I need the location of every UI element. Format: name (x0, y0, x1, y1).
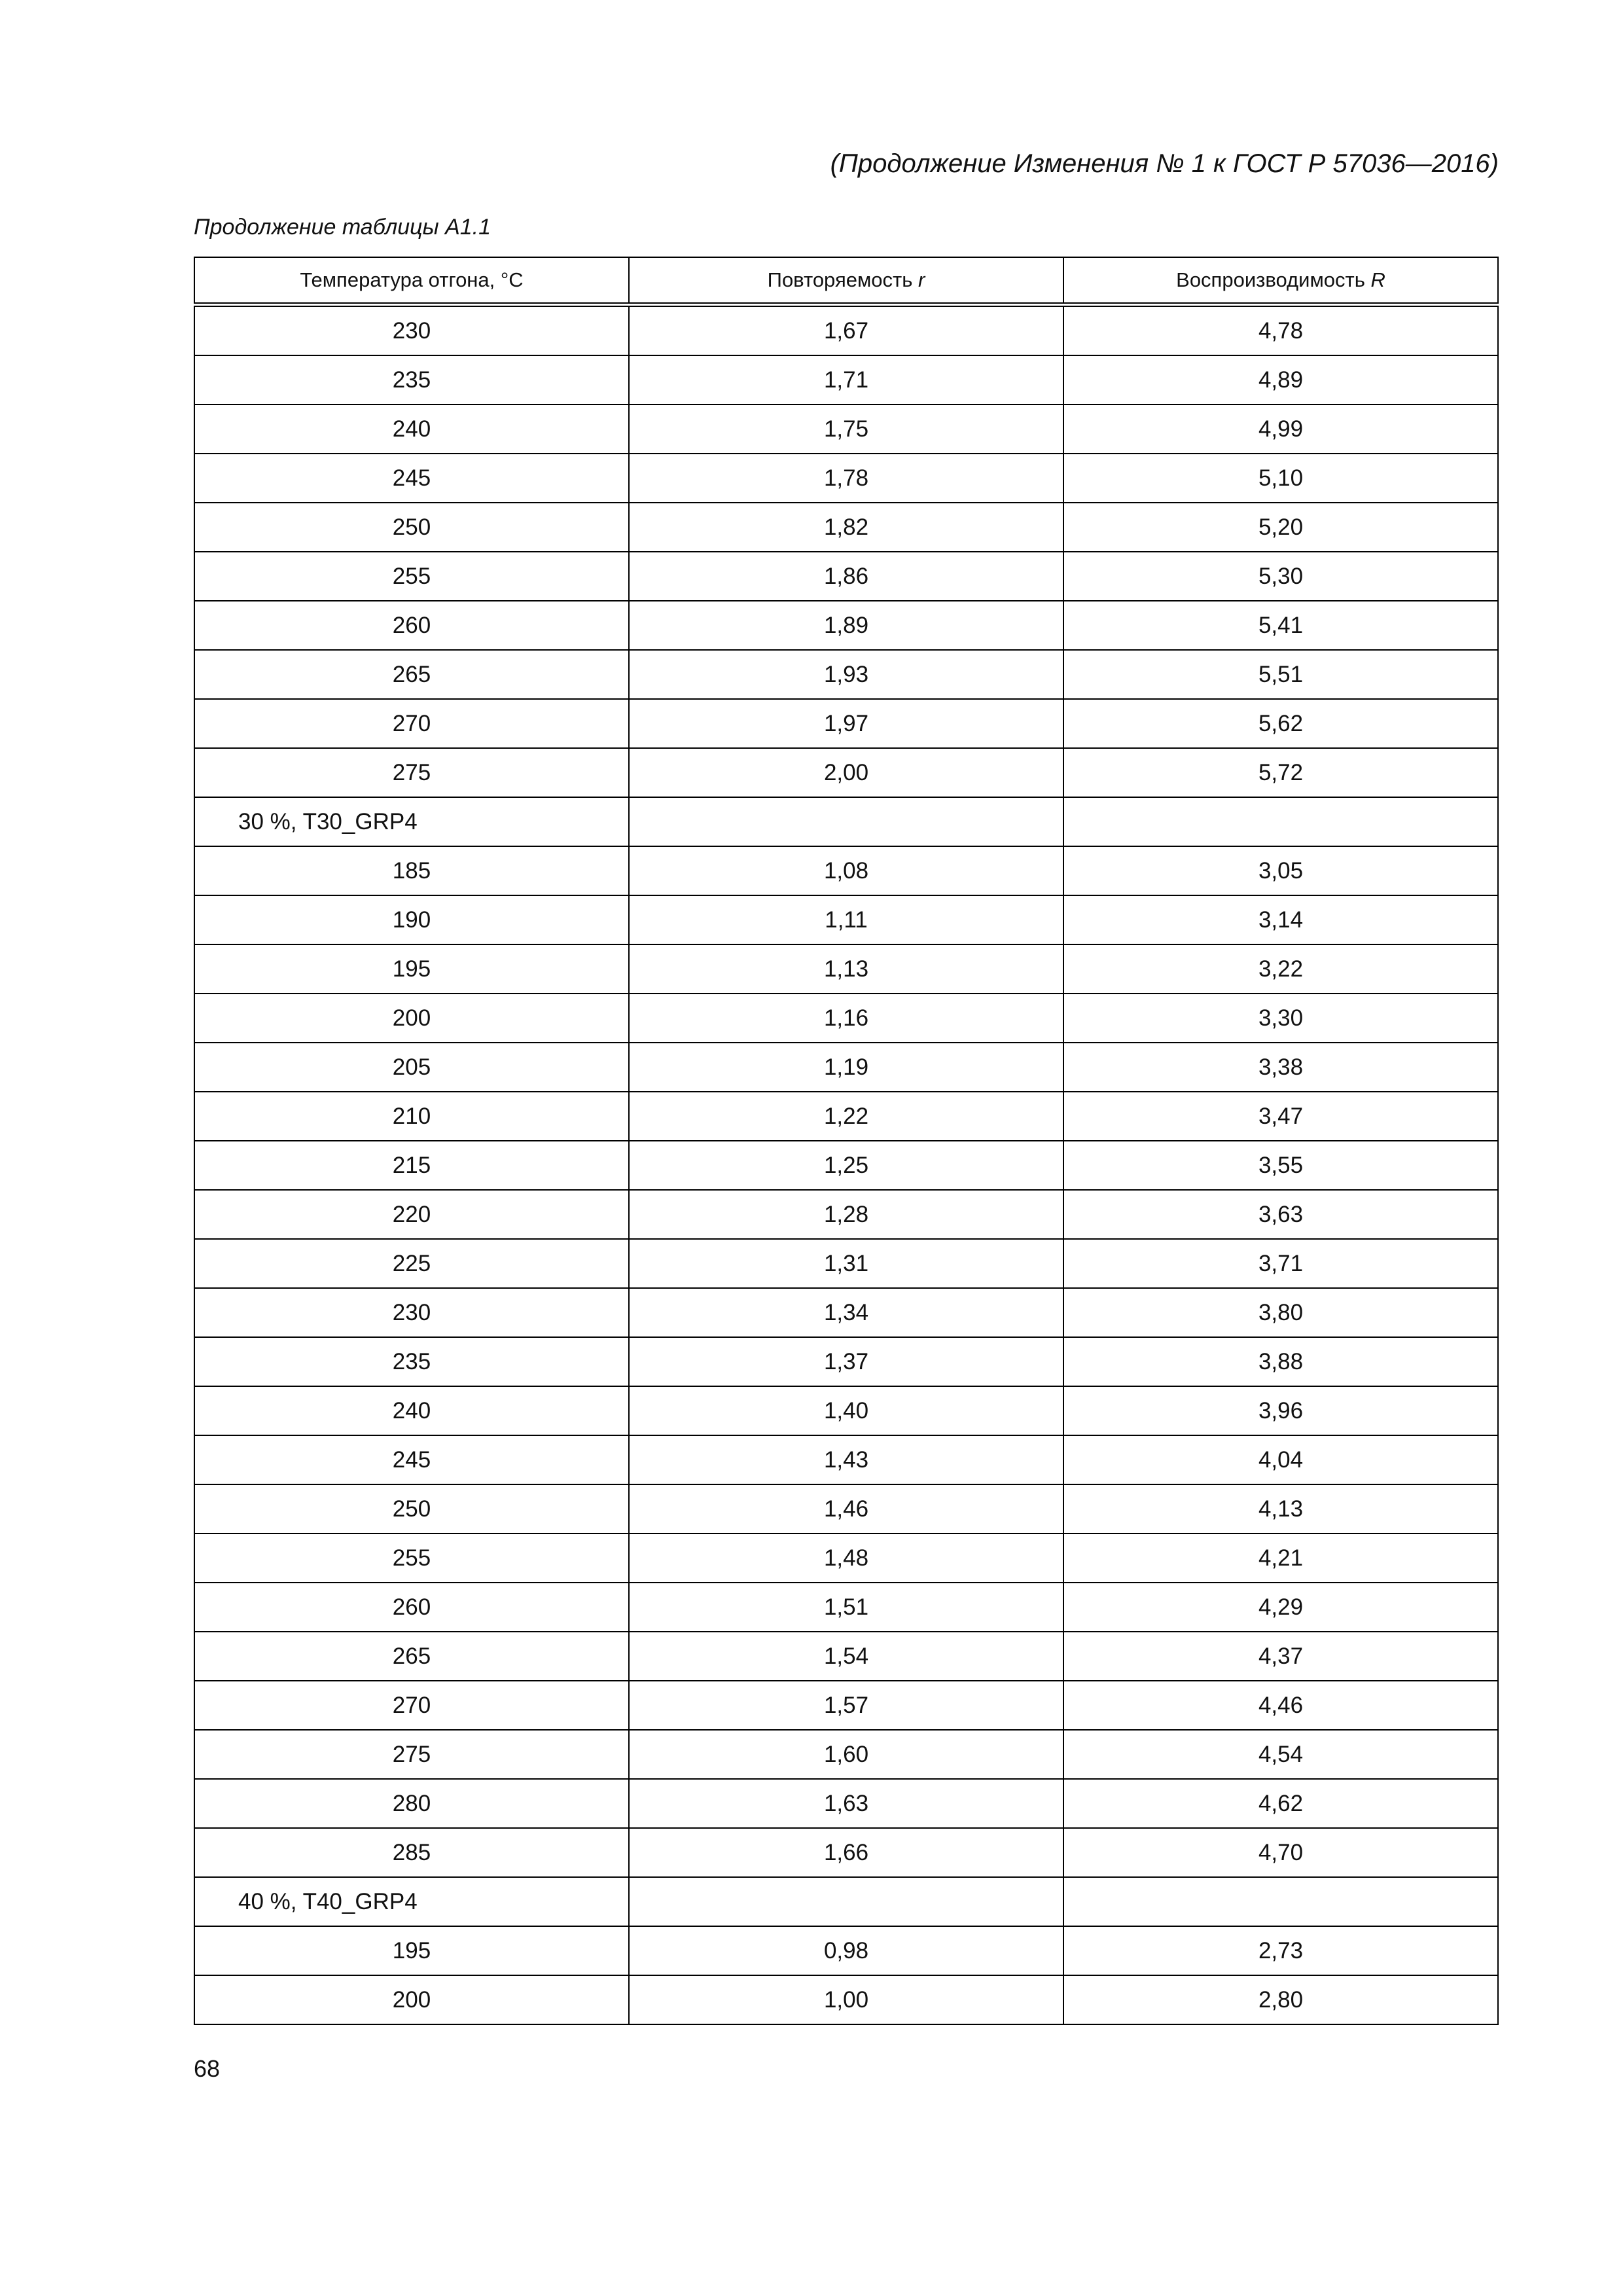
repeatability-cell: 1,34 (629, 1288, 1063, 1337)
table-row (194, 1779, 1498, 1828)
reproducibility-cell: 3,63 (1063, 1190, 1498, 1239)
reproducibility-cell: 4,89 (1063, 355, 1498, 404)
table-row (194, 1730, 1498, 1779)
table-row (194, 748, 1498, 797)
temperature-cell: 245 (194, 1435, 629, 1484)
column-header-temperature: Температура отгона, °С (194, 257, 629, 305)
temperature-cell: 215 (194, 1141, 629, 1190)
temperature-cell: 245 (194, 454, 629, 503)
reproducibility-cell: 3,96 (1063, 1386, 1498, 1435)
table-caption: Продолжение таблицы А1.1 (194, 215, 491, 240)
precision-table (194, 257, 1499, 2025)
temperature-cell: 185 (194, 846, 629, 895)
table-row (194, 601, 1498, 650)
table-row (194, 1975, 1498, 2024)
reproducibility-cell: 3,30 (1063, 994, 1498, 1043)
repeatability-cell: 1,97 (629, 699, 1063, 748)
group-row (194, 797, 1498, 846)
repeatability-cell: 1,66 (629, 1828, 1063, 1877)
repeatability-cell: 1,22 (629, 1092, 1063, 1141)
reproducibility-symbol: R (1370, 268, 1385, 291)
temperature-cell: 230 (194, 305, 629, 356)
reproducibility-cell: 3,88 (1063, 1337, 1498, 1386)
reproducibility-cell (1063, 797, 1498, 846)
table-row (194, 1386, 1498, 1435)
running-header: (Продолжение Изменения № 1 к ГОСТ Р 57036—2016) (830, 149, 1499, 178)
reproducibility-cell: 4,99 (1063, 404, 1498, 454)
table-row (194, 846, 1498, 895)
reproducibility-cell: 4,37 (1063, 1632, 1498, 1681)
reproducibility-cell: 5,62 (1063, 699, 1498, 748)
repeatability-cell: 1,67 (629, 305, 1063, 356)
repeatability-cell: 0,98 (629, 1926, 1063, 1975)
reproducibility-cell (1063, 1877, 1498, 1926)
temperature-cell: 200 (194, 1975, 629, 2024)
repeatability-cell (629, 797, 1063, 846)
repeatability-cell: 1,82 (629, 503, 1063, 552)
table-row (194, 552, 1498, 601)
reproducibility-cell: 3,55 (1063, 1141, 1498, 1190)
table-row (194, 699, 1498, 748)
repeatability-cell: 1,93 (629, 650, 1063, 699)
reproducibility-cell: 5,72 (1063, 748, 1498, 797)
temperature-cell: 230 (194, 1288, 629, 1337)
table-row (194, 1337, 1498, 1386)
temperature-cell: 275 (194, 748, 629, 797)
temperature-cell: 240 (194, 1386, 629, 1435)
temperature-cell: 260 (194, 1583, 629, 1632)
page-number: 68 (194, 2055, 221, 2082)
table-row (194, 994, 1498, 1043)
column-header-reproducibility: Воспроизводимость R (1063, 257, 1498, 305)
reproducibility-cell: 4,54 (1063, 1730, 1498, 1779)
repeatability-cell: 1,57 (629, 1681, 1063, 1730)
repeatability-cell: 1,08 (629, 846, 1063, 895)
reproducibility-cell: 3,05 (1063, 846, 1498, 895)
repeatability-cell: 1,31 (629, 1239, 1063, 1288)
repeatability-cell (629, 1877, 1063, 1926)
temperature-cell: 235 (194, 355, 629, 404)
reproducibility-cell: 4,46 (1063, 1681, 1498, 1730)
temperature-cell: 205 (194, 1043, 629, 1092)
temperature-cell: 285 (194, 1828, 629, 1877)
repeatability-symbol: r (918, 268, 925, 291)
repeatability-cell: 1,86 (629, 552, 1063, 601)
reproducibility-cell: 3,38 (1063, 1043, 1498, 1092)
repeatability-cell: 1,63 (629, 1779, 1063, 1828)
table-row (194, 1288, 1498, 1337)
table-row (194, 1583, 1498, 1632)
temperature-cell: 250 (194, 1484, 629, 1534)
table-row (194, 1926, 1498, 1975)
temperature-cell: 240 (194, 404, 629, 454)
repeatability-cell: 1,40 (629, 1386, 1063, 1435)
reproducibility-cell: 2,80 (1063, 1975, 1498, 2024)
reproducibility-cell: 4,70 (1063, 1828, 1498, 1877)
column-header-repeatability: Повторяемость r (629, 257, 1063, 305)
temperature-cell: 210 (194, 1092, 629, 1141)
table-row (194, 404, 1498, 454)
table-row (194, 1043, 1498, 1092)
temperature-cell: 235 (194, 1337, 629, 1386)
repeatability-cell: 1,54 (629, 1632, 1063, 1681)
temperature-cell: 200 (194, 994, 629, 1043)
temperature-cell: 190 (194, 895, 629, 944)
repeatability-cell: 1,43 (629, 1435, 1063, 1484)
repeatability-cell: 1,60 (629, 1730, 1063, 1779)
repeatability-cell: 1,37 (629, 1337, 1063, 1386)
table-row (194, 895, 1498, 944)
repeatability-cell: 1,71 (629, 355, 1063, 404)
repeatability-cell: 1,89 (629, 601, 1063, 650)
temperature-cell: 255 (194, 552, 629, 601)
table-header-row (194, 257, 1498, 305)
table-row (194, 944, 1498, 994)
table-row (194, 1141, 1498, 1190)
temperature-cell: 265 (194, 1632, 629, 1681)
group-label-cell: 40 %, T40_GRP4 (194, 1877, 629, 1926)
table-row (194, 1092, 1498, 1141)
temperature-cell: 265 (194, 650, 629, 699)
reproducibility-cell: 5,30 (1063, 552, 1498, 601)
group-label-cell: 30 %, T30_GRP4 (194, 797, 629, 846)
table-row (194, 1681, 1498, 1730)
temperature-cell: 260 (194, 601, 629, 650)
table-row (194, 454, 1498, 503)
temperature-cell: 275 (194, 1730, 629, 1779)
table-row (194, 1190, 1498, 1239)
temperature-cell: 250 (194, 503, 629, 552)
repeatability-cell: 2,00 (629, 748, 1063, 797)
table-body (194, 305, 1498, 2025)
reproducibility-cell: 3,14 (1063, 895, 1498, 944)
reproducibility-cell: 4,78 (1063, 305, 1498, 356)
reproducibility-cell: 5,51 (1063, 650, 1498, 699)
repeatability-cell: 1,48 (629, 1534, 1063, 1583)
table-row (194, 1534, 1498, 1583)
repeatability-cell: 1,19 (629, 1043, 1063, 1092)
temperature-cell: 255 (194, 1534, 629, 1583)
table-row (194, 1484, 1498, 1534)
repeatability-cell: 1,28 (629, 1190, 1063, 1239)
reproducibility-cell: 4,29 (1063, 1583, 1498, 1632)
reproducibility-cell: 4,04 (1063, 1435, 1498, 1484)
table-row (194, 1435, 1498, 1484)
table-row (194, 1239, 1498, 1288)
repeatability-cell: 1,78 (629, 454, 1063, 503)
repeatability-cell: 1,51 (629, 1583, 1063, 1632)
temperature-cell: 220 (194, 1190, 629, 1239)
reproducibility-cell: 3,80 (1063, 1288, 1498, 1337)
table-row (194, 1632, 1498, 1681)
reproducibility-cell: 4,62 (1063, 1779, 1498, 1828)
repeatability-cell: 1,25 (629, 1141, 1063, 1190)
table-row (194, 1828, 1498, 1877)
table-row (194, 305, 1498, 356)
repeatability-cell: 1,75 (629, 404, 1063, 454)
repeatability-cell: 1,16 (629, 994, 1063, 1043)
repeatability-cell: 1,11 (629, 895, 1063, 944)
reproducibility-cell: 4,21 (1063, 1534, 1498, 1583)
table-row (194, 355, 1498, 404)
temperature-cell: 270 (194, 1681, 629, 1730)
temperature-cell: 195 (194, 1926, 629, 1975)
table-row (194, 503, 1498, 552)
temperature-cell: 280 (194, 1779, 629, 1828)
reproducibility-cell: 5,10 (1063, 454, 1498, 503)
reproducibility-cell: 3,22 (1063, 944, 1498, 994)
temperature-cell: 270 (194, 699, 629, 748)
reproducibility-cell: 4,13 (1063, 1484, 1498, 1534)
reproducibility-cell: 2,73 (1063, 1926, 1498, 1975)
table-header (194, 257, 1498, 305)
temperature-cell: 225 (194, 1239, 629, 1288)
reproducibility-cell: 3,71 (1063, 1239, 1498, 1288)
group-row (194, 1877, 1498, 1926)
repeatability-cell: 1,46 (629, 1484, 1063, 1534)
reproducibility-cell: 3,47 (1063, 1092, 1498, 1141)
reproducibility-cell: 5,20 (1063, 503, 1498, 552)
table-row (194, 650, 1498, 699)
temperature-cell: 195 (194, 944, 629, 994)
repeatability-cell: 1,13 (629, 944, 1063, 994)
repeatability-cell: 1,00 (629, 1975, 1063, 2024)
reproducibility-cell: 5,41 (1063, 601, 1498, 650)
